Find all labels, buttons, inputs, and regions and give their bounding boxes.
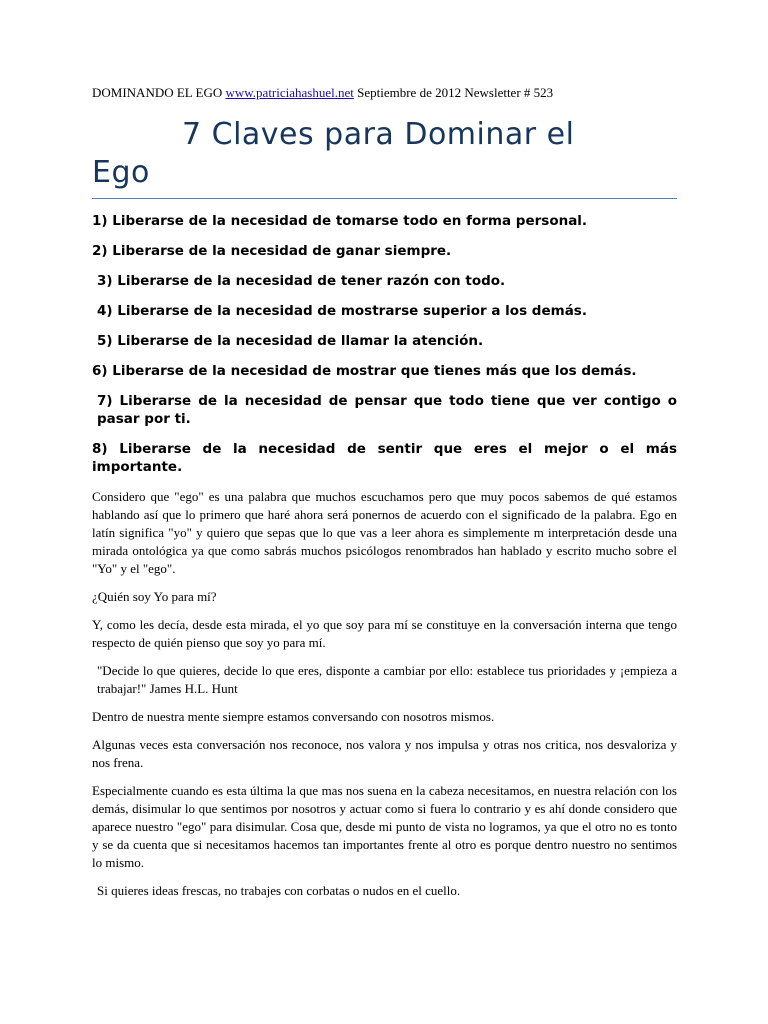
paragraph-fresh-ideas: Si quieres ideas frescas, no trabajes con corbatas o nudos en el cuello. — [97, 883, 461, 898]
newsletter-header — [92, 84, 677, 102]
key-item-2: 2) Liberarse de la necesidad de ganar siempre. — [92, 243, 452, 259]
key-item-4: 4) Liberarse de la necesidad de mostrarse superior a los demás. — [97, 303, 587, 319]
document-title — [92, 116, 677, 192]
website-link[interactable]: www.patriciahashuel.net — [225, 85, 354, 100]
title-line-1: 7 Claves para Dominar el — [182, 117, 575, 152]
key-item-3: 3) Liberarse de la necesidad de tener razón con todo. — [97, 273, 506, 289]
body-text — [92, 488, 677, 900]
paragraph-especially: Especialmente cuando es esta última la que mas nos suena en la cabeza necesitamos, en nuestra relación con los demás, disimular lo que sentimos por nosotros y actuar como si fuera lo contrario y es ahí donde considero que aparece nuestro "ego" para disimular. Cosa que, desde mi punto de vista no logramos, ya que el otro no es tonto y se da cuenta que si necesitamos hacemos tan importantes frente al otro es porque dentro nuestro no sentimos lo mismo. — [92, 783, 677, 870]
paragraph-ego-meaning: Considero que "ego" es una palabra que muchos escuchamos pero que muy pocos sabemos de qué estamos hablando así que lo primero que haré ahora será ponernos de acuerdo con el significado de la palabra. Ego en latín significa "yo" y quiero que sepas que lo que vas a leer ahora es simplemente m interpretación desde una mirada ontológica ya que como sabrás muchos psicólogos renombrados han hablado y escrito mucho sobre el "Yo" y el "ego". — [92, 489, 677, 576]
paragraph-mind: Dentro de nuestra mente siempre estamos conversando con nosotros mismos. — [92, 709, 495, 724]
paragraph-sometimes: Algunas veces esta conversación nos reconoce, nos valora y nos impulsa y otras nos critica, nos desvaloriza y nos frena. — [92, 737, 677, 770]
document-page — [92, 84, 677, 910]
keys-list — [92, 212, 677, 476]
key-item-8: 8) Liberarse de la necesidad de sentir que eres el mejor o el más importante. — [92, 441, 677, 475]
key-item-7: 7) Liberarse de la necesidad de pensar que todo tiene que ver contigo o pasar por ti. — [97, 393, 677, 427]
title-divider — [92, 198, 677, 199]
paragraph-question: ¿Quién soy Yo para mí? — [92, 589, 217, 604]
title-line-2: Ego — [92, 155, 150, 190]
header-suffix: Septiembre de 2012 Newsletter # 523 — [353, 85, 554, 100]
key-item-6: 6) Liberarse de la necesidad de mostrar que tienes más que los demás. — [92, 363, 637, 379]
paragraph-internal-conversation: Y, como les decía, desde esta mirada, el yo que soy para mí se constituye en la conversación interna que tengo respecto de quién pienso que soy yo para mí. — [92, 617, 677, 650]
key-item-5: 5) Liberarse de la necesidad de llamar la atención. — [97, 333, 484, 349]
quote-hunt: "Decide lo que quieres, decide lo que eres, disponte a cambiar por ello: establece tus prioridades y ¡empieza a trabajar!" James H.L. Hunt — [97, 663, 677, 696]
key-item-1: 1) Liberarse de la necesidad de tomarse todo en forma personal. — [92, 213, 588, 229]
header-prefix: DOMINANDO EL EGO — [92, 85, 226, 100]
